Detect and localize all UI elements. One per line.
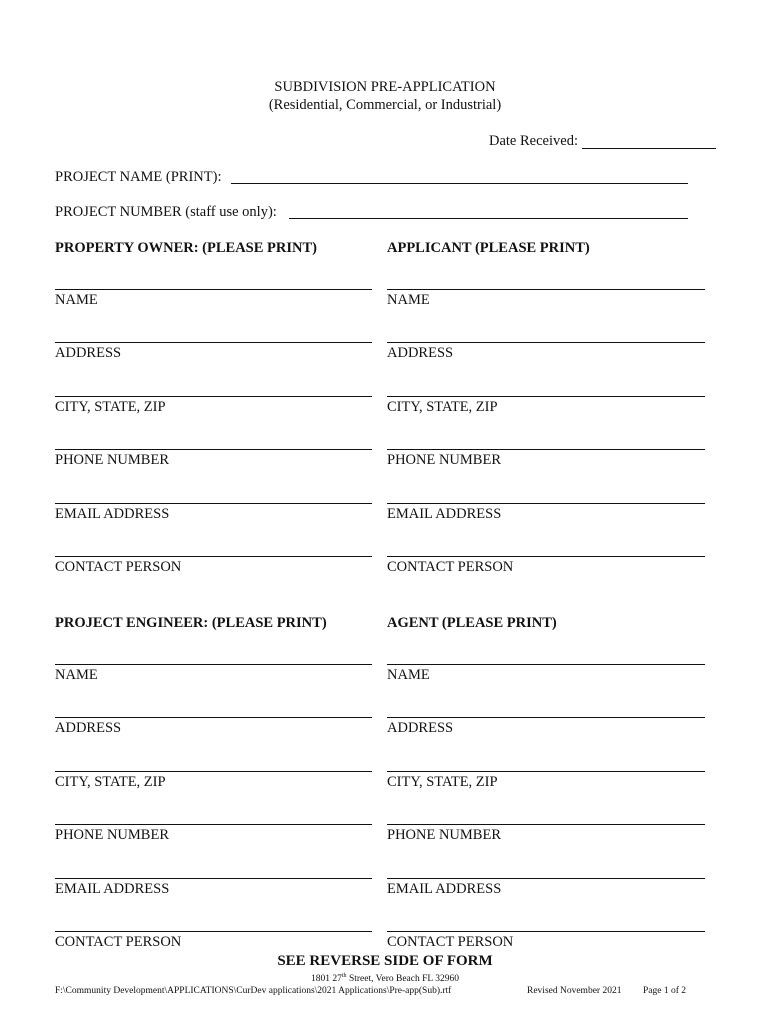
agent-field-label: PHONE NUMBER xyxy=(387,827,501,843)
owner-email-address-field[interactable] xyxy=(55,503,372,504)
engineer-phone-number-field[interactable] xyxy=(55,824,372,825)
applicant-address-field[interactable] xyxy=(387,342,705,343)
engineer-name-field[interactable] xyxy=(55,664,372,665)
engineer-email-address-field[interactable] xyxy=(55,878,372,879)
engineer-field-label: PHONE NUMBER xyxy=(55,827,169,843)
project-number-label: PROJECT NUMBER (staff use only): xyxy=(55,204,277,220)
owner-phone-number-field[interactable] xyxy=(55,449,372,450)
engineer-city-state-zip-field[interactable] xyxy=(55,771,372,772)
owner-contact-person-field[interactable] xyxy=(55,556,372,557)
agent-name-field[interactable] xyxy=(387,664,705,665)
applicant-name-field[interactable] xyxy=(387,289,705,290)
engineer-field-label: CITY, STATE, ZIP xyxy=(55,774,166,790)
owner-field-label: PHONE NUMBER xyxy=(55,452,169,468)
applicant-field-label: EMAIL ADDRESS xyxy=(387,506,502,522)
engineer-field-label: EMAIL ADDRESS xyxy=(55,881,170,897)
applicant-field-label: PHONE NUMBER xyxy=(387,452,501,468)
applicant-city-state-zip-field[interactable] xyxy=(387,396,705,397)
agent-field-label: CONTACT PERSON xyxy=(387,934,514,950)
form-title: SUBDIVISION PRE-APPLICATION xyxy=(274,79,496,95)
owner-field-label: CONTACT PERSON xyxy=(55,559,182,575)
owner-field-label: ADDRESS xyxy=(55,345,122,361)
agent-field-label: NAME xyxy=(387,667,430,683)
owner-field-label: CITY, STATE, ZIP xyxy=(55,399,166,415)
date-received-field[interactable] xyxy=(582,148,716,149)
form-subtitle: (Residential, Commercial, or Industrial) xyxy=(268,97,502,113)
owner-field-label: NAME xyxy=(55,292,98,308)
office-address: 1801 27th Street, Vero Beach FL 32960 xyxy=(311,973,459,985)
agent-address-field[interactable] xyxy=(387,717,705,718)
applicant-heading: APPLICANT (PLEASE PRINT) xyxy=(387,240,590,256)
agent-heading: AGENT (PLEASE PRINT) xyxy=(387,615,557,631)
project-name-field[interactable] xyxy=(231,183,688,184)
agent-email-address-field[interactable] xyxy=(387,878,705,879)
engineer-contact-person-field[interactable] xyxy=(55,931,372,932)
applicant-phone-number-field[interactable] xyxy=(387,449,705,450)
project-number-field[interactable] xyxy=(289,218,688,219)
applicant-email-address-field[interactable] xyxy=(387,503,705,504)
applicant-contact-person-field[interactable] xyxy=(387,556,705,557)
agent-city-state-zip-field[interactable] xyxy=(387,771,705,772)
applicant-field-label: CITY, STATE, ZIP xyxy=(387,399,498,415)
owner-name-field[interactable] xyxy=(55,289,372,290)
revised-date: Revised November 2021 xyxy=(527,986,622,996)
owner-address-field[interactable] xyxy=(55,342,372,343)
engineer-field-label: NAME xyxy=(55,667,98,683)
applicant-field-label: CONTACT PERSON xyxy=(387,559,514,575)
agent-phone-number-field[interactable] xyxy=(387,824,705,825)
engineer-heading: PROJECT ENGINEER: (PLEASE PRINT) xyxy=(55,615,327,631)
applicant-field-label: ADDRESS xyxy=(387,345,454,361)
agent-field-label: CITY, STATE, ZIP xyxy=(387,774,498,790)
date-received-label: Date Received: xyxy=(489,133,578,149)
owner-heading: PROPERTY OWNER: (PLEASE PRINT) xyxy=(55,240,317,256)
agent-contact-person-field[interactable] xyxy=(387,931,705,932)
applicant-field-label: NAME xyxy=(387,292,430,308)
agent-field-label: EMAIL ADDRESS xyxy=(387,881,502,897)
agent-field-label: ADDRESS xyxy=(387,720,454,736)
engineer-field-label: CONTACT PERSON xyxy=(55,934,182,950)
project-name-label: PROJECT NAME (PRINT): xyxy=(55,169,222,185)
see-reverse-notice: SEE REVERSE SIDE OF FORM xyxy=(277,953,493,969)
page-number: Page 1 of 2 xyxy=(643,986,687,996)
owner-field-label: EMAIL ADDRESS xyxy=(55,506,170,522)
file-path: F:\Community Development\APPLICATIONS\CurDev applications\2021 Applications\Pre-app(Sub).rtf xyxy=(55,986,452,996)
engineer-field-label: ADDRESS xyxy=(55,720,122,736)
owner-city-state-zip-field[interactable] xyxy=(55,396,372,397)
engineer-address-field[interactable] xyxy=(55,717,372,718)
